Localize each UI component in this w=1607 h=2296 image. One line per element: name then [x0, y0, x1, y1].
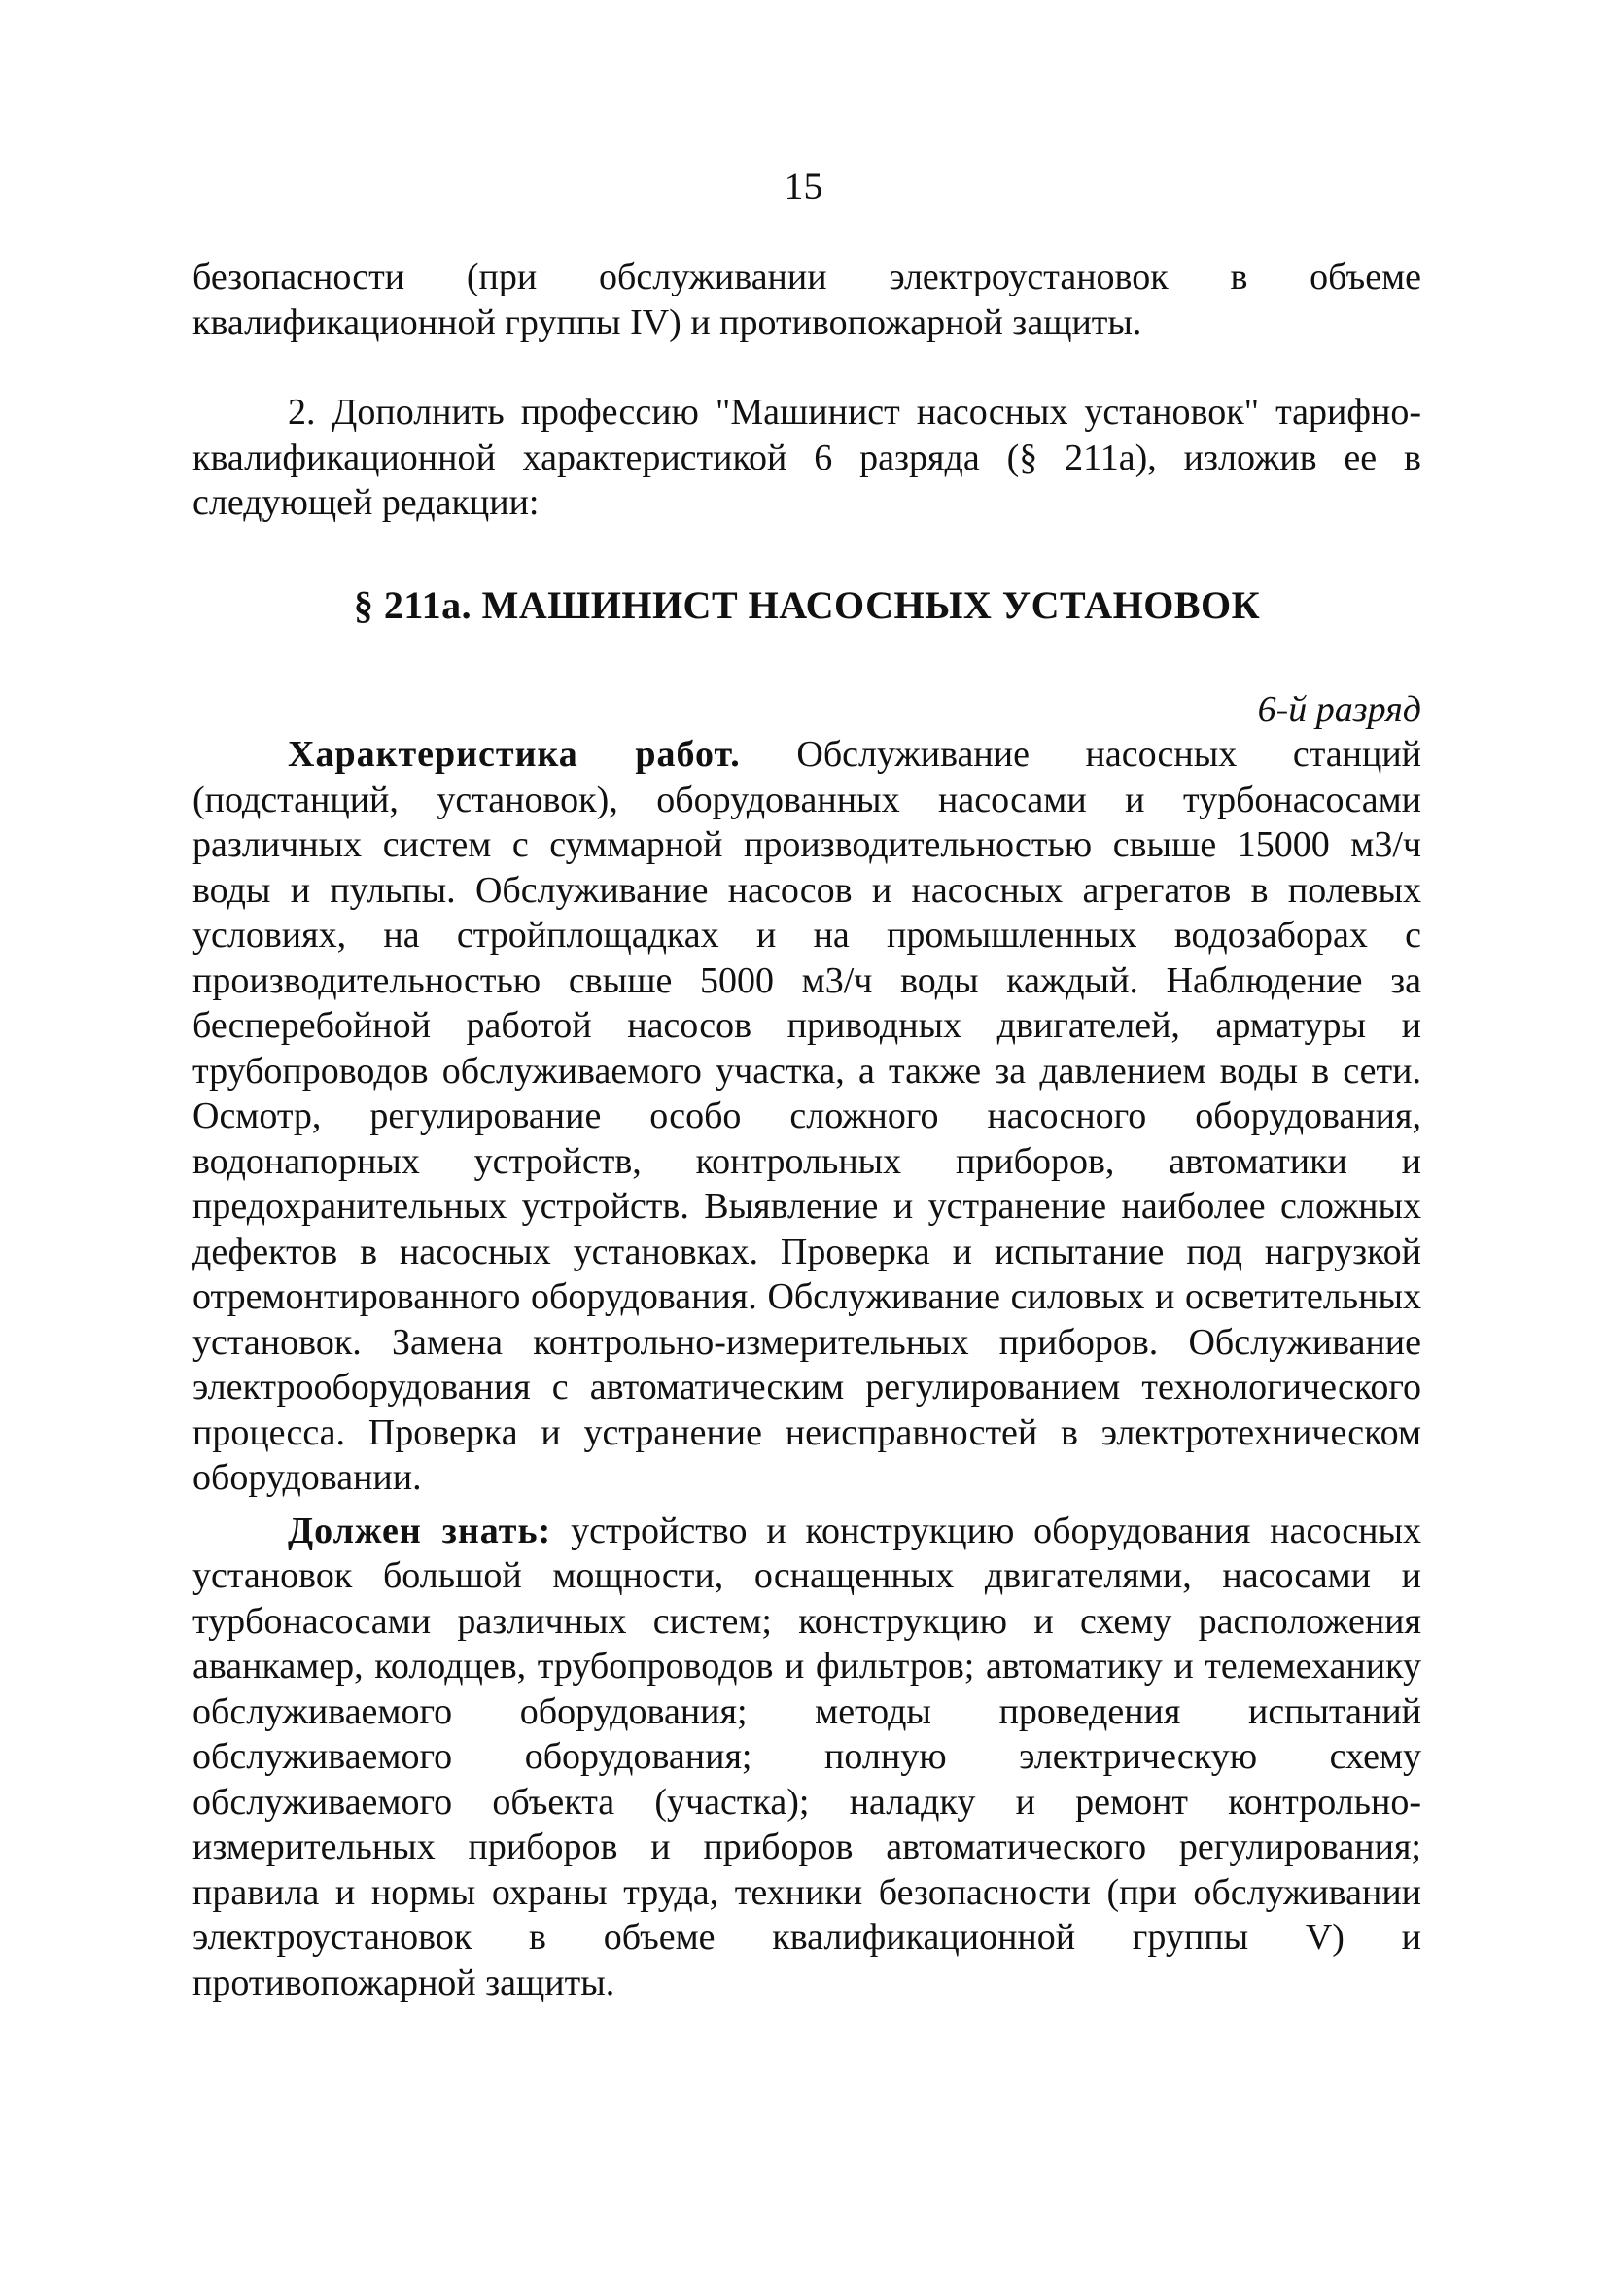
amendment-item-2: 2. Дополнить профессию "Машинист насосных установок" тарифно-квалификационной характеристикой 6 разряда (§ 211а), изложив ее в следующей редакции:	[192, 392, 1421, 523]
document-body	[192, 255, 1421, 2005]
work-characteristic-paragraph	[192, 732, 1421, 1501]
work-characteristic-text: Обслуживание насосных станций (подстанций, установок), оборудованных насосами и турбонасосами различных систем с суммарной производительностью свыше 15000 м3/ч воды и пульпы. Обслуживание насосов и насосных агрегатов в полевых условиях, на стройплощадках и на промышленных водозаборах с производительностью свыше 5000 м3/ч воды каждый. Наблюдение за бесперебойной работой насосов приводных двигателей, арматуры и трубопроводов обслуживаемого участка, а также за давлением воды в сети. Осмотр, регулирование особо сложного насосного оборудования, водонапорных устройств, контрольных приборов, автоматики и предохранительных устройств. Выявление и устранение наиболее сложных дефектов в насосных установках. Проверка и испытание под нагрузкой отремонтированного оборудования. Обслуживание силовых и осветительных установок. Замена контрольно-измерительных приборов. Обслуживание электрооборудования с автоматическим регулированием технологического процесса. Проверка и устранение неисправностей в электротехническом оборудовании.	[192, 734, 1422, 1498]
continued-paragraph: безопасности (при обслуживании электроустановок в объеме квалификационной группы IV) и противопожарной защиты.	[192, 257, 1421, 343]
knowledge-paragraph	[192, 1509, 1421, 2006]
knowledge-text: устройство и конструкцию оборудования насосных установок большой мощности, оснащенных двигателями, насосами и турбонасосами различных систем; конструкцию и схему расположения аванкамер, колодцев, трубопроводов и фильтров; автоматику и телемеханику обслуживаемого оборудования; методы проведения испытаний обслуживаемого оборудования; полную электрическую схему обслуживаемого объекта (участка); наладку и ремонт контрольно-измерительных приборов и приборов автоматического регулирования; правила и нормы охраны труда, техники безопасности (при обслуживании электроустановок в объеме квалификационной группы V) и противопожарной защиты.	[192, 1510, 1421, 2003]
page-number: 15	[784, 164, 823, 208]
knowledge-label: Должен знать:	[288, 1510, 552, 1551]
work-characteristic-label: Характеристика работ.	[288, 734, 741, 775]
grade-label: 6-й разряд	[1257, 688, 1421, 730]
section-heading: § 211а. МАШИНИСТ НАСОСНЫХ УСТАНОВОК	[353, 582, 1261, 627]
